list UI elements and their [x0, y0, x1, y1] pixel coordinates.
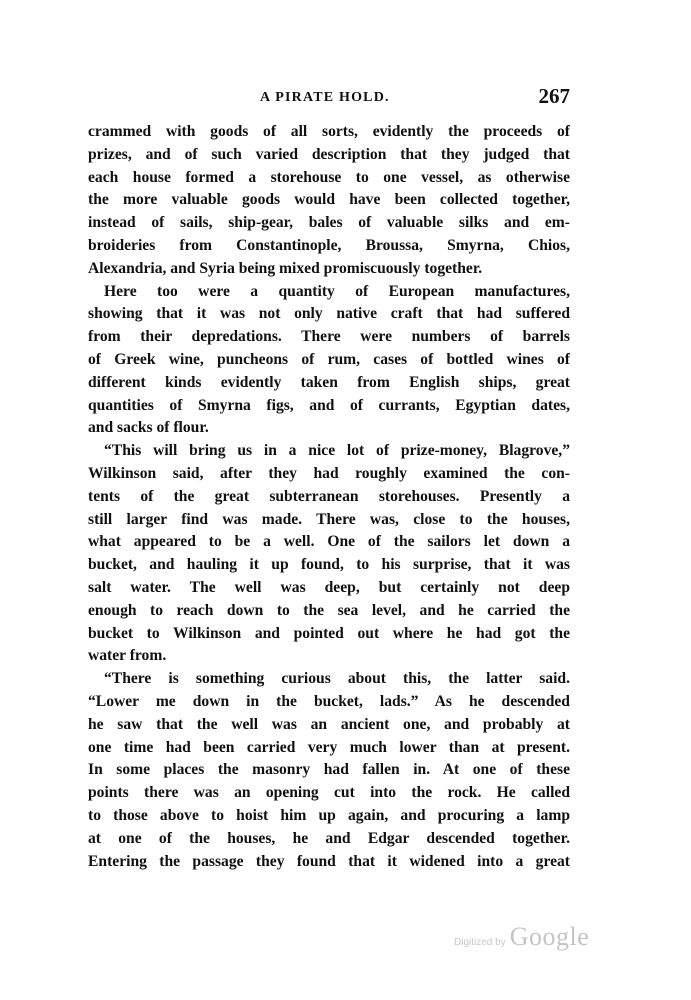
text-line: points there was an opening cut into the rock. He called: [88, 784, 570, 802]
text-line: enough to reach down to the sea level, and he carried the: [88, 601, 570, 619]
text-line: In some places the masonry had fallen in. At one of these: [88, 761, 570, 779]
text-line: showing that it was not only native craft that had suffered: [88, 305, 570, 323]
text-line: and sacks of flour.: [88, 419, 209, 437]
running-title: A PIRATE HOLD.: [260, 90, 390, 105]
text-line: still larger find was made. There was, close to the houses,: [88, 510, 570, 528]
text-line: Wilkinson said, after they had roughly examined the con-: [88, 464, 570, 482]
google-logo: Google: [509, 922, 590, 951]
text-line: he saw that the well was an ancient one, and probably at: [88, 715, 570, 733]
watermark-prefix: Digitized by: [454, 937, 506, 948]
body-text: [88, 121, 570, 873]
text-line: the more valuable goods would have been collected together,: [88, 191, 570, 209]
text-line: “There is something curious about this, the latter said.: [104, 670, 570, 688]
text-line: each house formed a storehouse to one vessel, as otherwise: [88, 168, 570, 186]
text-line: at one of the houses, he and Edgar descended together.: [88, 829, 570, 847]
text-line: different kinds evidently taken from English ships, great: [88, 373, 570, 391]
text-line: what appeared to be a well. One of the sailors let down a: [88, 533, 570, 551]
text-line: quantities of Smyrna figs, and of currants, Egyptian dates,: [88, 396, 570, 414]
page-number: 267: [538, 84, 570, 108]
text-line: Here too were a quantity of European manufactures,: [104, 282, 570, 300]
text-line: of Greek wine, puncheons of rum, cases of bottled wines of: [88, 350, 570, 368]
text-line: “Lower me down in the bucket, lads.” As he descended: [88, 692, 570, 710]
text-line: bucket, and hauling it up found, to his surprise, that it was: [88, 556, 570, 574]
text-line: prizes, and of such varied description that they judged that: [88, 145, 570, 163]
text-line: Alexandria, and Syria being mixed promiscuously together.: [88, 259, 483, 277]
text-line: crammed with goods of all sorts, evidently the proceeds of: [88, 123, 570, 140]
digitized-by-google-watermark: [454, 922, 589, 952]
text-line: instead of sails, ship-gear, bales of valuable silks and em-: [88, 214, 570, 232]
text-line: salt water. The well was deep, but certainly not deep: [88, 578, 570, 596]
text-line: tents of the great subterranean storehouses. Presently a: [88, 487, 570, 505]
text-line: Entering the passage they found that it widened into a great: [88, 852, 570, 870]
text-line: “This will bring us in a nice lot of prize-money, Blagrove,”: [104, 442, 570, 460]
text-line: bucket to Wilkinson and pointed out where he had got the: [88, 624, 570, 642]
text-line: to those above to hoist him up again, and procuring a lamp: [88, 806, 570, 824]
text-line: broideries from Constantinople, Broussa, Smyrna, Chios,: [88, 236, 570, 254]
text-line: from their depredations. There were numbers of barrels: [88, 328, 570, 346]
page-header: [88, 84, 570, 112]
text-line: water from.: [88, 647, 167, 665]
text-line: one time had been carried very much lower than at present.: [88, 738, 570, 756]
